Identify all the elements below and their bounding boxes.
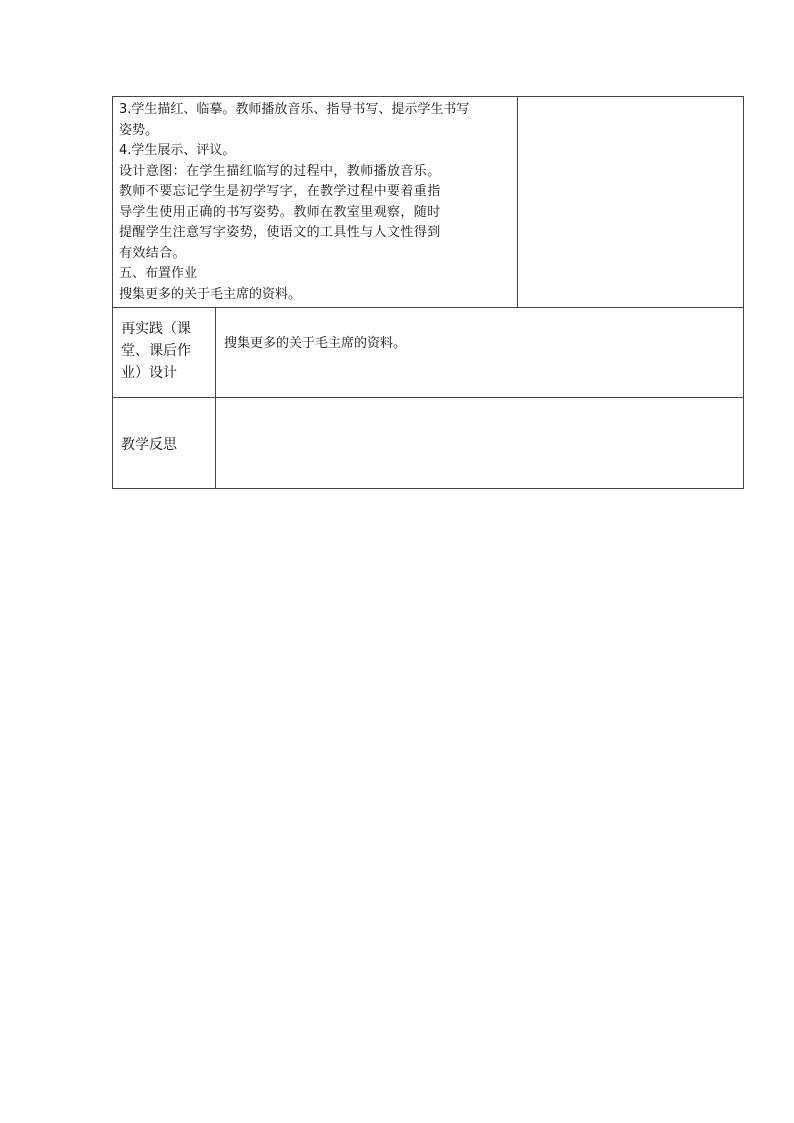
- reflection-value: [215, 397, 744, 489]
- process-line: 姿势。: [119, 122, 159, 138]
- label-line: 业）设计: [121, 365, 177, 381]
- design-intent-line: 设计意图：在学生描红临写的过程中，教师播放音乐。: [119, 163, 441, 179]
- notes-cell: [517, 96, 744, 308]
- lesson-plan-table: [112, 96, 744, 489]
- reflection-label-text: 教学反思: [121, 437, 177, 453]
- process-line: 4.学生展示、评议。: [119, 143, 236, 158]
- design-intent-line: 导学生使用正确的书写姿势。教师在教室里观察，随时: [119, 204, 441, 220]
- design-intent-line: 有效结合。: [119, 245, 187, 261]
- label-line: 再实践（课: [121, 321, 191, 337]
- design-intent-line: 教师不要忘记学生是初学写字，在教学过程中要着重指: [119, 184, 441, 199]
- practice-design-label: [112, 307, 216, 398]
- label-line: 堂、课后作: [121, 343, 191, 359]
- teaching-process-cell: [112, 96, 517, 308]
- homework-heading: 五、布置作业: [119, 266, 198, 281]
- process-line: 3.学生描红、临摹。教师播放音乐、指导书写、提示学生书写: [119, 102, 470, 117]
- design-intent-line: 提醒学生注意写字姿势，使语文的工具性与人文性得到: [119, 225, 441, 240]
- practice-design-text: 搜集更多的关于毛主席的资料。: [224, 336, 407, 351]
- reflection-label: [112, 397, 216, 489]
- homework-line: 搜集更多的关于毛主席的资料。: [119, 286, 302, 302]
- practice-design-value: [215, 307, 744, 398]
